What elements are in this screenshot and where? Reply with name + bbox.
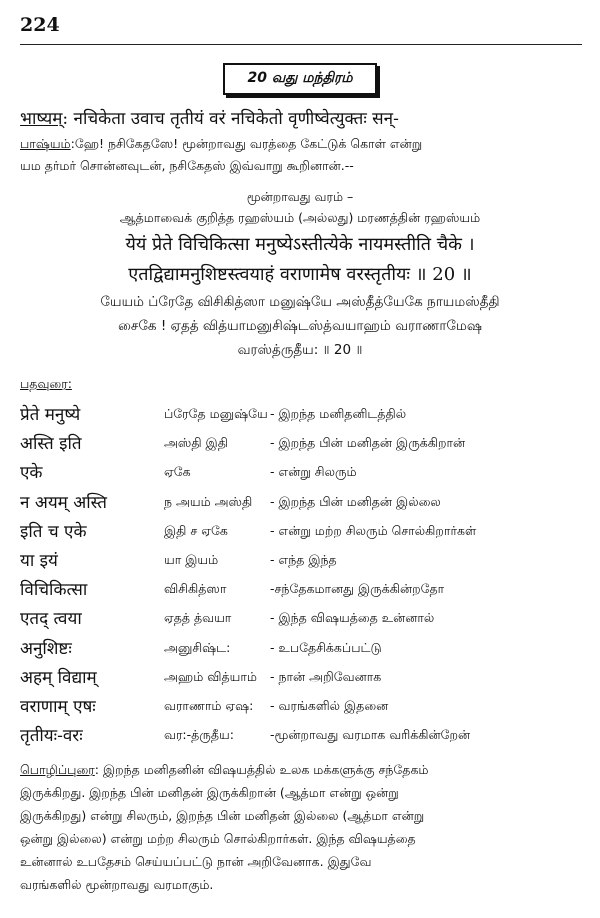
mantra-heading-text: 20 வது மந்திரம் <box>247 70 353 86</box>
summary-line-1 <box>20 758 582 781</box>
tamil-meaning: - எந்த இந்த <box>270 552 337 567</box>
word-row <box>0 519 600 545</box>
verse-tamil-1: யேயம் ப்ரேதே விசிகித்ஸா மனுஷ்யே அஸ்தீத்யேகே நாயமஸ்தீதி <box>100 294 500 310</box>
pashyam-line-1 <box>20 136 422 153</box>
sanskrit-word: न अयम् अस्ति <box>20 492 107 513</box>
word-row <box>0 490 600 516</box>
tamil-meaning: - இறந்த மனிதனிடத்தில் <box>270 406 407 421</box>
word-row <box>0 636 600 662</box>
summary-line-6: வரங்களில் மூன்றாவது வரமாகும். <box>20 877 214 892</box>
header-rule <box>20 44 582 45</box>
verse-sanskrit-1: येयं प्रेते विचिकित्सा मनुष्येऽस्तीत्येके नायमस्तीति चैके । <box>125 234 475 255</box>
summary-line-3: இருக்கிறது) என்று சிலரும், இறந்த பின் மனிதன் இல்லை (ஆத்மா என்று <box>20 808 425 823</box>
verse-tamil-2: சைகே ! ஏதத் வித்யாமனுசிஷ்டஸ்த்வயாஹம் வராணாமேஷ <box>118 318 482 334</box>
pashyam-line-2: யம தர்மர் சொன்னவுடன், நசிகேதஸ் இவ்வாறு கூறினான்.-- <box>20 158 354 173</box>
sanskrit-word: तृतीयः-वरः <box>20 726 83 747</box>
tamil-meaning: - உபதேசிக்கப்பட்டு <box>270 639 382 655</box>
tamil-meaning: - என்று மற்ற சிலரும் சொல்கிறார்கள் <box>270 522 477 538</box>
word-row <box>0 665 600 691</box>
tamil-transliteration: ஏகே <box>164 464 191 480</box>
sanskrit-word: या इयं <box>20 551 58 571</box>
tamil-transliteration: வராணாம் ஏஷ: <box>164 698 254 713</box>
sanskrit-word: अहम् विद्याम् <box>20 667 97 688</box>
tamil-transliteration: அஹம் வித்யாம் <box>164 668 257 684</box>
word-row <box>0 548 600 574</box>
summary-label: பொழிப்புரை <box>20 762 95 777</box>
bhashyam-label: भाष्यम् <box>20 109 63 129</box>
tamil-transliteration: அஸ்தி இதி <box>164 435 228 451</box>
verse-intro-1: மூன்றாவது வரம் – <box>246 189 354 204</box>
mantra-heading <box>223 63 377 95</box>
sanskrit-word: अनुशिष्टः <box>20 638 72 659</box>
verse-intro-2: ஆத்மாவைக் குறித்த ரஹஸ்யம் (அல்லது) மரணத்தின் ரஹஸ்யம் <box>119 210 481 225</box>
summary-line-5: உன்னால் உபதேசம் செய்யப்பட்டு நான் அறிவேனாக. இதுவே <box>20 854 372 869</box>
padavurai-label: பதவுரை: <box>20 376 72 391</box>
tamil-meaning: - என்று சிலரும் <box>270 464 357 480</box>
sanskrit-word: वराणाम् एषः <box>20 697 96 717</box>
summary-text-1: : இறந்த மனிதனின் விஷயத்தில் உலக மக்களுக்கு சந்தேகம் <box>94 762 429 777</box>
tamil-transliteration: வர:-த்ருதீய: <box>164 727 234 743</box>
word-row <box>0 460 600 486</box>
tamil-meaning: -மூன்றாவது வரமாக வரிக்கின்றேன் <box>270 727 471 743</box>
tamil-transliteration: அனுசிஷ்ட: <box>164 639 231 655</box>
bhashyam-text: : नचिकेता उवाच तृतीयं वरं नचिकेतो वृणीष्वेत्युक्तः सन्- <box>62 109 399 129</box>
sanskrit-word: इति च एके <box>20 521 87 542</box>
tamil-transliteration: ப்ரேதே மனுஷ்யே <box>164 406 268 421</box>
word-row <box>0 431 600 457</box>
word-row <box>0 577 600 603</box>
sanskrit-word: विचिकित्सा <box>20 580 88 601</box>
tamil-transliteration: யா இயம் <box>164 552 219 567</box>
tamil-meaning: - இறந்த பின் மனிதன் இருக்கிறான் <box>270 435 466 451</box>
tamil-transliteration: விசிகித்ஸா <box>164 581 227 597</box>
word-row <box>0 402 600 428</box>
tamil-meaning: - வரங்களில் இதனை <box>270 698 389 713</box>
sanskrit-word: एके <box>20 463 43 484</box>
word-row <box>0 694 600 720</box>
verse-tamil-3: வரஸ்த்ருதீய: ॥ 20 ॥ <box>237 342 363 358</box>
pashyam-label: பாஷ்யம் <box>20 136 71 151</box>
page-number: 224 <box>20 14 60 36</box>
tamil-meaning: - இறந்த பின் மனிதன் இல்லை <box>270 493 441 509</box>
tamil-meaning: - நான் அறிவேனாக <box>270 668 382 684</box>
tamil-transliteration: ந அயம் அஸ்தி <box>164 493 253 509</box>
sanskrit-word: एतद् त्वया <box>20 609 82 630</box>
bhashyam-line <box>20 106 399 129</box>
summary-line-4: ஒன்று இல்லை) என்று மற்ற சிலரும் சொல்கிறார்கள். இந்த விஷயத்தை <box>20 831 416 846</box>
tamil-transliteration: ஏதத் த்வயா <box>164 610 232 626</box>
pashyam-text-1: :ஹே! நசிகேதஸே! மூன்றாவது வரத்தை கேட்டுக் கொள் என்று <box>70 136 423 151</box>
tamil-meaning: - இந்த விஷயத்தை உன்னால் <box>270 610 435 626</box>
summary-paragraph <box>20 758 582 896</box>
verse-sanskrit-2: एतद्विद्यामनुशिष्टस्त्वयाहं वराणामेष वरस्तृतीयः ॥ 20 ॥ <box>128 264 472 285</box>
sanskrit-word: प्रेते मनुष्ये <box>20 405 81 425</box>
sanskrit-word: अस्ति इति <box>20 434 82 455</box>
word-row <box>0 723 600 749</box>
tamil-meaning: -சந்தேகமானது இருக்கின்றதோ <box>270 581 445 597</box>
summary-line-2: இருக்கிறது. இறந்த பின் மனிதன் இருக்கிறான் (ஆத்மா என்று ஒன்று <box>20 785 399 800</box>
tamil-transliteration: இதி ச ஏகே <box>164 522 228 538</box>
word-row <box>0 606 600 632</box>
